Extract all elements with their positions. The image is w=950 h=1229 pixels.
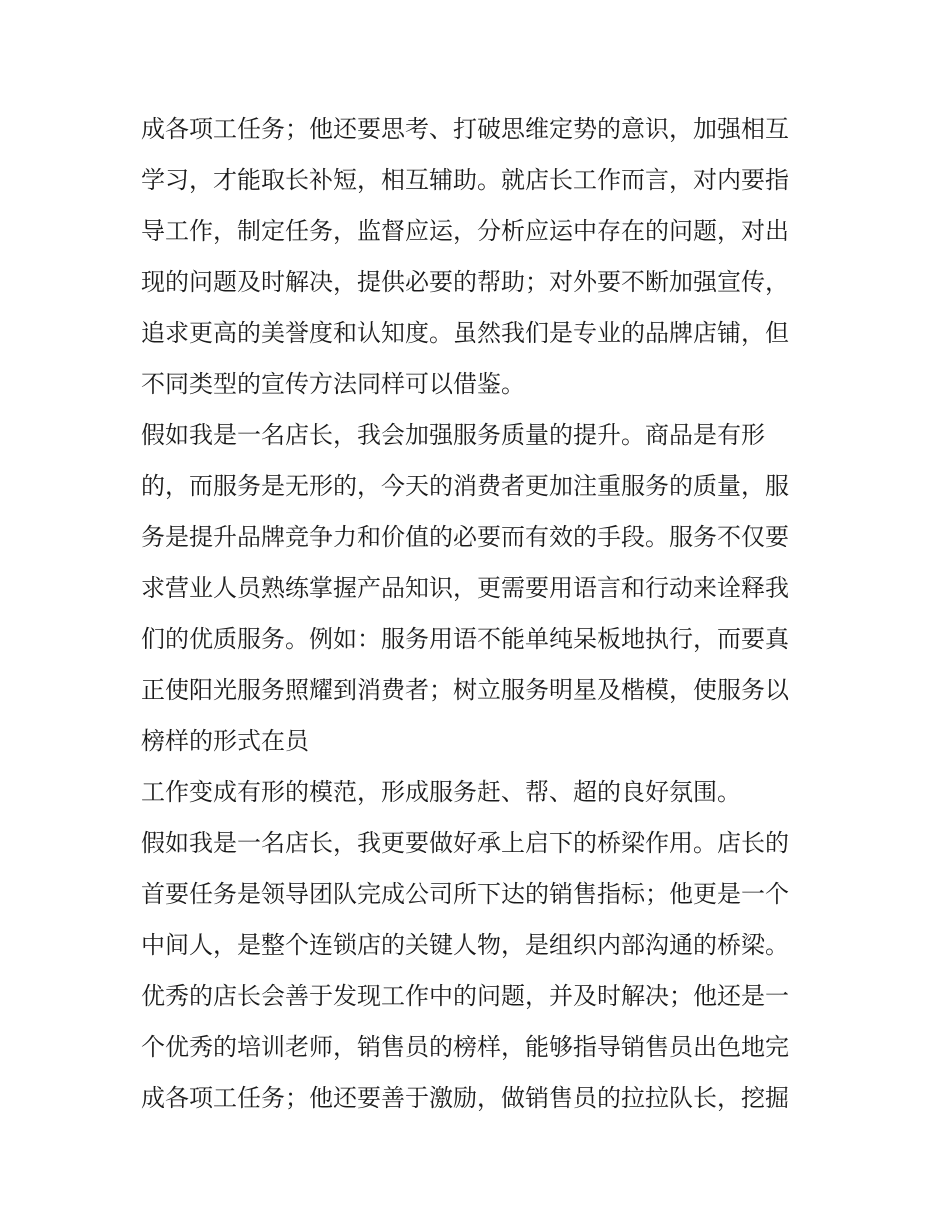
text-line: 榜样的形式在员 — [141, 727, 309, 755]
text-line: 现的问题及时解决，提供必要的帮助；对外要不断加强宣传， — [141, 268, 789, 296]
text-line: 们的优质服务。例如：服务用语不能单纯呆板地执行，而要真 — [141, 625, 789, 653]
text-line: 首要任务是领导团队完成公司所下达的销售指标；他更是一个 — [141, 880, 789, 908]
text-line: 的，而服务是无形的，今天的消费者更加注重服务的质量，服 — [141, 472, 789, 500]
text-line: 不同类型的宣传方法同样可以借鉴。 — [141, 370, 525, 398]
text-line: 工作变成有形的模范，形成服务赶、帮、超的良好氛围。 — [141, 778, 741, 806]
text-line: 导工作，制定任务，监督应运，分析应运中存在的问题，对出 — [141, 217, 789, 245]
text-line: 求营业人员熟练掌握产品知识，更需要用语言和行动来诠释我 — [141, 574, 789, 602]
text-line: 优秀的店长会善于发现工作中的问题，并及时解决；他还是一 — [141, 982, 789, 1010]
text-line: 成各项工任务；他还要思考、打破思维定势的意识，加强相互 — [141, 115, 789, 143]
body-text — [141, 104, 821, 1124]
text-line: 成各项工任务；他还要善于激励，做销售员的拉拉队长，挖掘 — [141, 1084, 789, 1112]
text-line: 假如我是一名店长，我更要做好承上启下的桥梁作用。店长的 — [141, 829, 789, 857]
text-line: 务是提升品牌竞争力和价值的必要而有效的手段。服务不仅要 — [141, 523, 789, 551]
text-line: 个优秀的培训老师，销售员的榜样，能够指导销售员出色地完 — [141, 1033, 789, 1061]
text-line: 中间人，是整个连锁店的关键人物，是组织内部沟通的桥梁。 — [141, 931, 789, 959]
text-line: 学习，才能取长补短，相互辅助。就店长工作而言，对内要指 — [141, 166, 789, 194]
text-line: 正使阳光服务照耀到消费者；树立服务明星及楷模，使服务以 — [141, 676, 789, 704]
text-line: 假如我是一名店长，我会加强服务质量的提升。商品是有形 — [141, 421, 765, 449]
text-line: 追求更高的美誉度和认知度。虽然我们是专业的品牌店铺，但 — [141, 319, 789, 347]
